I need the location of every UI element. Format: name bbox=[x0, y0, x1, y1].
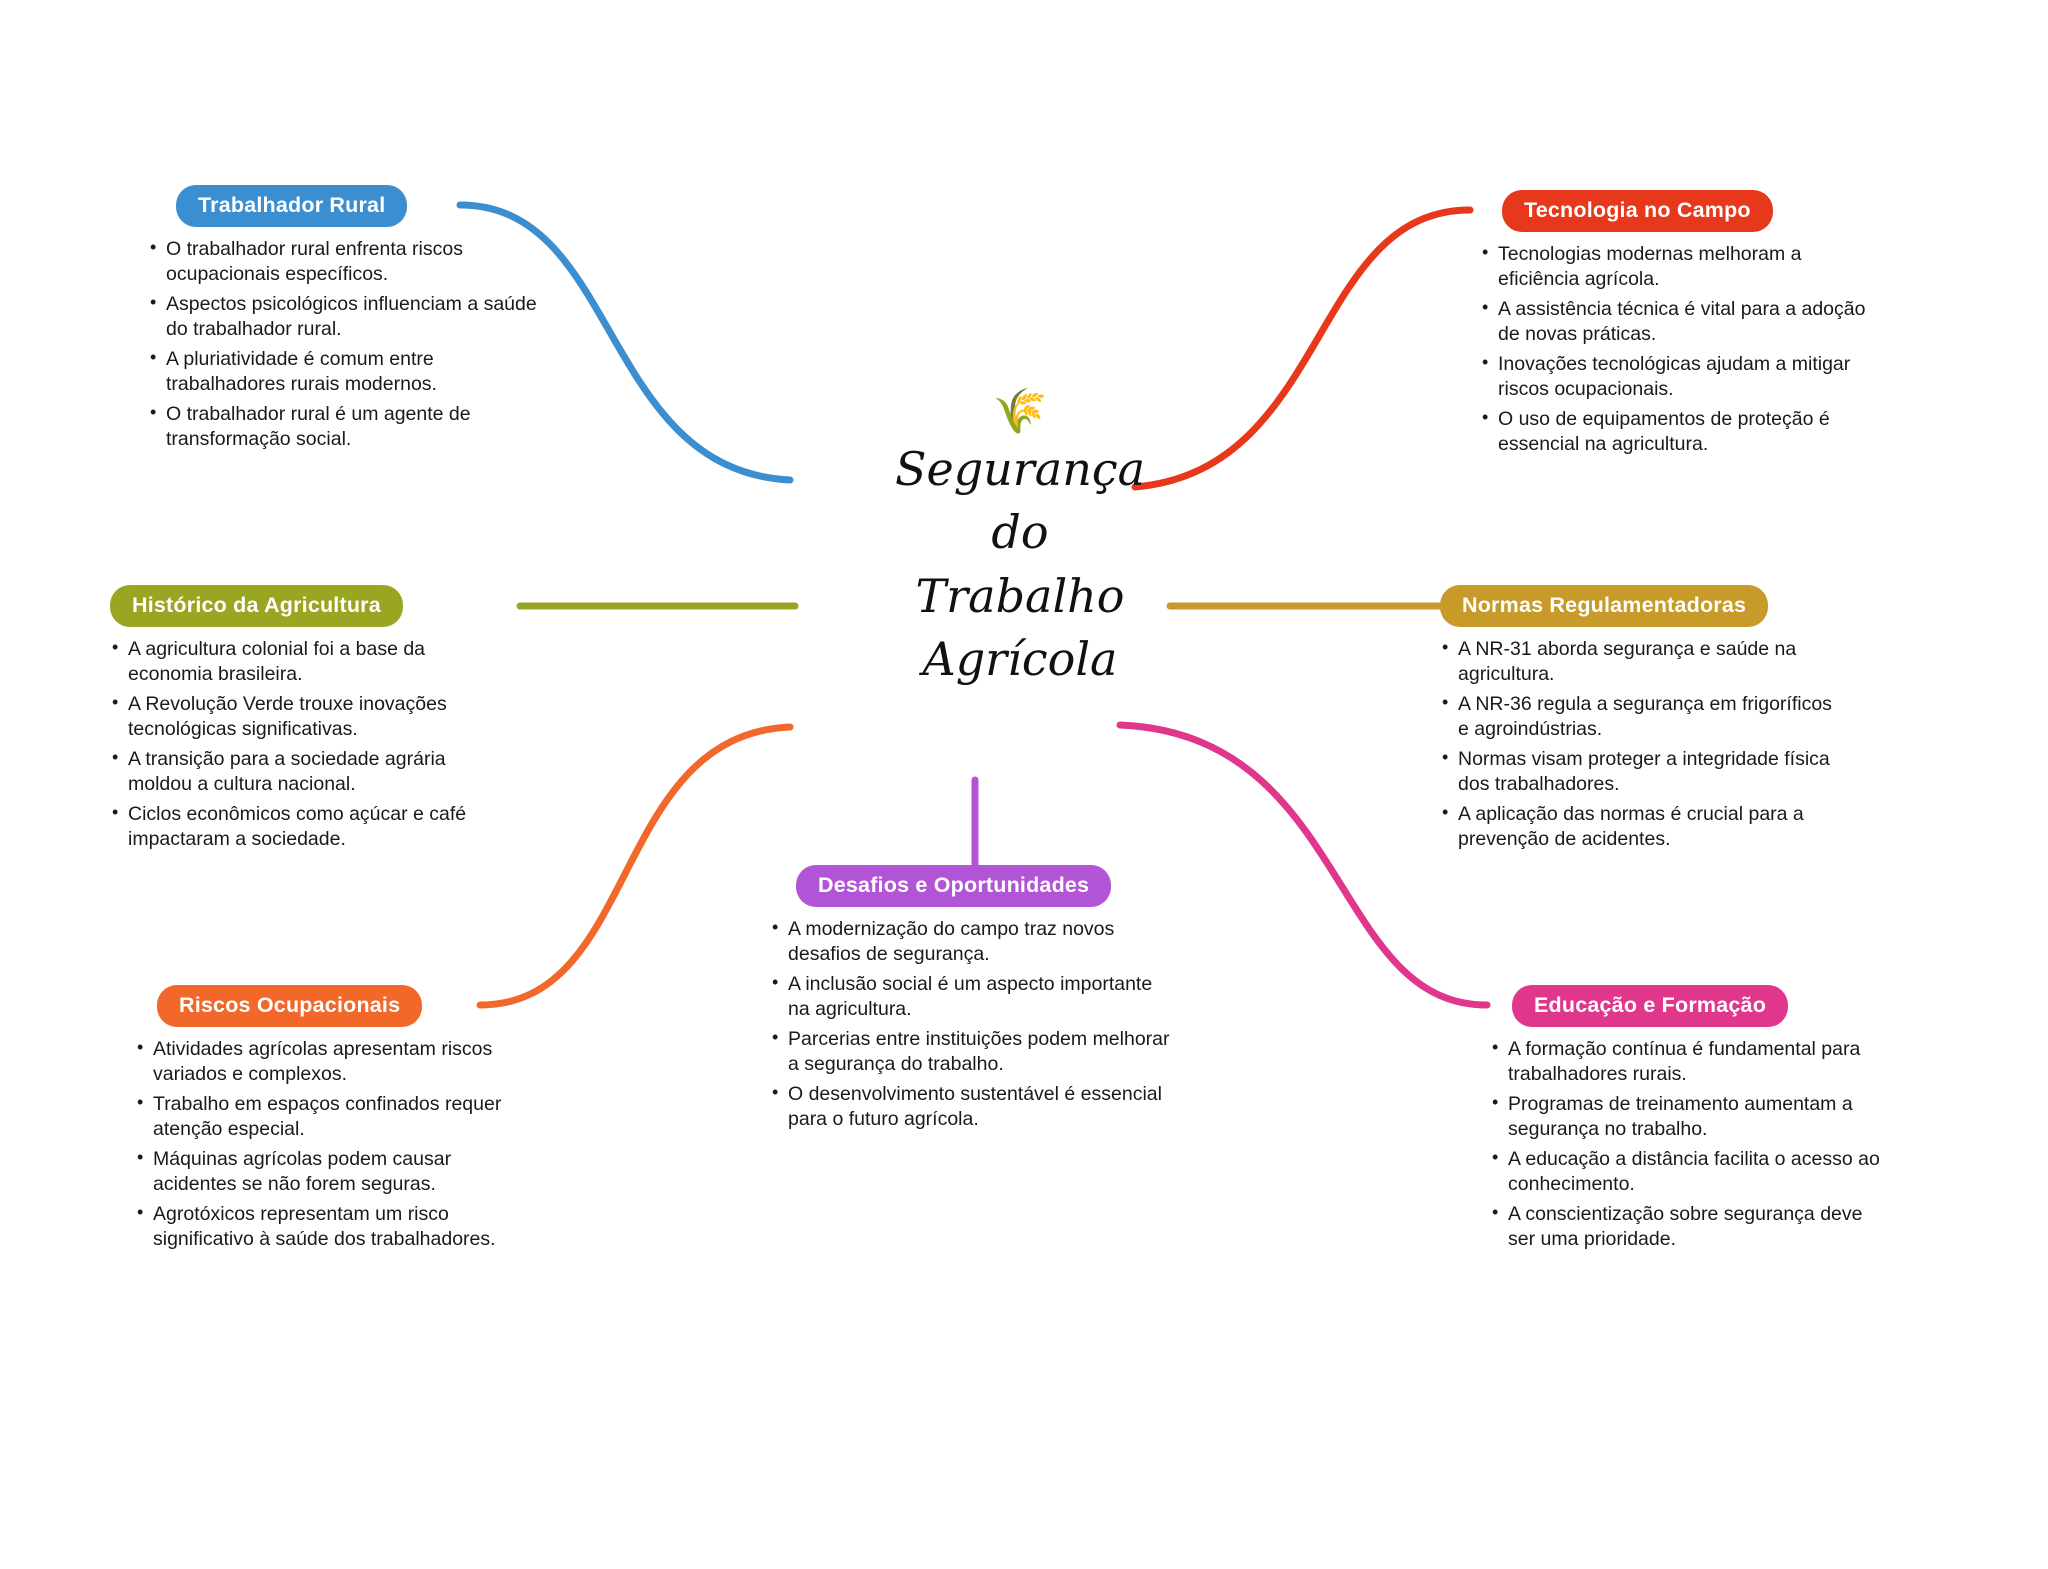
list-item: • A educação a distância facilita o acesso ao conhecimento. bbox=[1490, 1147, 1890, 1197]
branch-label-tecnologia-no-campo[interactable]: Tecnologia no Campo bbox=[1502, 190, 1773, 232]
branch-normas-regulamentadoras[interactable] bbox=[1440, 585, 1840, 857]
branch-tecnologia-no-campo[interactable] bbox=[1480, 190, 1880, 462]
list-item: • A aplicação das normas é crucial para a prevenção de acidentes. bbox=[1440, 802, 1840, 852]
branch-items-historico-da-agricultura bbox=[110, 637, 510, 852]
branch-items-educacao-e-formacao bbox=[1490, 1037, 1890, 1252]
list-item: • O trabalhador rural é um agente de transformação social. bbox=[148, 402, 548, 452]
list-item: • A NR-31 aborda segurança e saúde na agricultura. bbox=[1440, 637, 1840, 687]
list-item: • Programas de treinamento aumentam a segurança no trabalho. bbox=[1490, 1092, 1890, 1142]
list-item: • A agricultura colonial foi a base da economia brasileira. bbox=[110, 637, 510, 687]
list-item: • Agrotóxicos representam um risco significativo à saúde dos trabalhadores. bbox=[135, 1202, 535, 1252]
branch-desafios-e-oportunidades[interactable] bbox=[770, 865, 1170, 1137]
branch-items-desafios-e-oportunidades bbox=[770, 917, 1170, 1132]
list-item: • A formação contínua é fundamental para trabalhadores rurais. bbox=[1490, 1037, 1890, 1087]
branch-historico-da-agricultura[interactable] bbox=[110, 585, 510, 857]
list-item: • A assistência técnica é vital para a adoção de novas práticas. bbox=[1480, 297, 1880, 347]
list-item: • O trabalhador rural enfrenta riscos ocupacionais específicos. bbox=[148, 237, 548, 287]
branch-trabalhador-rural[interactable] bbox=[148, 185, 548, 457]
branch-label-desafios-e-oportunidades[interactable]: Desafios e Oportunidades bbox=[796, 865, 1111, 907]
list-item: • A modernização do campo traz novos desafios de segurança. bbox=[770, 917, 1170, 967]
list-item: • Normas visam proteger a integridade física dos trabalhadores. bbox=[1440, 747, 1840, 797]
branch-items-normas-regulamentadoras bbox=[1440, 637, 1840, 852]
list-item: • A pluriatividade é comum entre trabalhadores rurais modernos. bbox=[148, 347, 548, 397]
list-item: • Atividades agrícolas apresentam riscos variados e complexos. bbox=[135, 1037, 535, 1087]
branch-items-riscos-ocupacionais bbox=[135, 1037, 535, 1252]
list-item: • Tecnologias modernas melhoram a eficiência agrícola. bbox=[1480, 242, 1880, 292]
list-item: • Inovações tecnológicas ajudam a mitigar riscos ocupacionais. bbox=[1480, 352, 1880, 402]
branch-educacao-e-formacao[interactable] bbox=[1490, 985, 1890, 1257]
wheat-sprout-icon: 🌾 bbox=[992, 387, 1048, 436]
list-item: • A transição para a sociedade agrária moldou a cultura nacional. bbox=[110, 747, 510, 797]
list-item: • Trabalho em espaços confinados requer atenção especial. bbox=[135, 1092, 535, 1142]
center-node bbox=[810, 387, 1230, 692]
branch-items-trabalhador-rural bbox=[148, 237, 548, 452]
list-item: • A NR-36 regula a segurança em frigoríficos e agroindústrias. bbox=[1440, 692, 1840, 742]
branch-label-historico-da-agricultura[interactable]: Histórico da Agricultura bbox=[110, 585, 403, 627]
branch-label-educacao-e-formacao[interactable]: Educação e Formação bbox=[1512, 985, 1788, 1027]
list-item: • Aspectos psicológicos influenciam a saúde do trabalhador rural. bbox=[148, 292, 548, 342]
list-item: • A inclusão social é um aspecto importante na agricultura. bbox=[770, 972, 1170, 1022]
list-item: • Ciclos econômicos como açúcar e café impactaram a sociedade. bbox=[110, 802, 510, 852]
list-item: • A Revolução Verde trouxe inovações tecnológicas significativas. bbox=[110, 692, 510, 742]
branch-label-trabalhador-rural[interactable]: Trabalhador Rural bbox=[176, 185, 407, 227]
branch-label-normas-regulamentadoras[interactable]: Normas Regulamentadoras bbox=[1440, 585, 1768, 627]
list-item: • A conscientização sobre segurança deve ser uma prioridade. bbox=[1490, 1202, 1890, 1252]
list-item: • O uso de equipamentos de proteção é essencial na agricultura. bbox=[1480, 407, 1880, 457]
branch-items-tecnologia-no-campo bbox=[1480, 242, 1880, 457]
list-item: • O desenvolvimento sustentável é essencial para o futuro agrícola. bbox=[770, 1082, 1170, 1132]
branch-label-riscos-ocupacionais[interactable]: Riscos Ocupacionais bbox=[157, 985, 422, 1027]
branch-riscos-ocupacionais[interactable] bbox=[135, 985, 535, 1257]
connector-educacao bbox=[1120, 725, 1487, 1005]
list-item: • Máquinas agrícolas podem causar acidentes se não forem seguras. bbox=[135, 1147, 535, 1197]
list-item: • Parcerias entre instituições podem melhorar a segurança do trabalho. bbox=[770, 1027, 1170, 1077]
page-title: Segurança do Trabalho Agrícola bbox=[894, 442, 1146, 687]
connector-riscos bbox=[480, 727, 790, 1005]
